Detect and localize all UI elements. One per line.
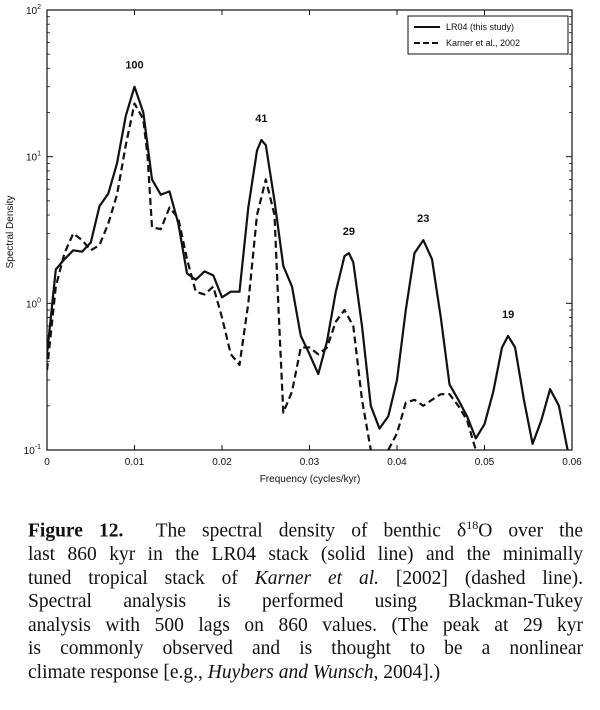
series-line-lr04 <box>47 87 568 450</box>
peak-annotations <box>125 60 514 321</box>
caption-line-4: Spectral analysis is performed using Blackman-Tukey <box>28 591 583 612</box>
legend-label-karner: Karner et al., 2002 <box>446 38 521 48</box>
caption-line-5: analysis with 500 lags on 860 values. (The peak at 29 kyr <box>28 614 583 636</box>
y-tick-label: $10^{-1}$ <box>23 444 41 457</box>
legend-label-lr04: LR04 (this study) <box>446 22 515 32</box>
caption-line-1: Figure 12. The spectral density of benthic $\delta^{18}O$ over the <box>28 518 584 542</box>
x-tick-label: 0.02 <box>212 457 232 468</box>
x-tick-label: 0.04 <box>387 457 407 468</box>
caption-line-2: last 860 kyr in the LR04 stack (solid line) and the minimally <box>28 544 583 565</box>
y-tick-label: $10^0$ <box>25 297 41 311</box>
x-axis-label: Frequency (cycles/kyr) <box>259 474 361 485</box>
x-tick-label: 0 <box>44 457 50 468</box>
peak-label: 29 <box>342 226 355 239</box>
y-tick-label: $10^1$ <box>25 150 41 164</box>
legend <box>408 16 568 54</box>
peak-label: 100 <box>125 59 144 72</box>
x-tick-label: 0.06 <box>562 457 582 468</box>
y-tick-label: $10^2$ <box>25 4 41 17</box>
peak-label: 23 <box>417 213 430 226</box>
plot-frame <box>47 10 572 450</box>
caption-line-7: climate response [e.g., Huybers and Wunsch, 2004].) <box>28 661 441 683</box>
caption-figure-label: Figure 12. <box>28 520 124 542</box>
figure-caption <box>28 514 583 684</box>
caption-line-6: is commonly observed and is thought to be a nonlinear <box>28 638 583 659</box>
caption-line-3: tuned tropical stack of Karner et al. [2002] (dashed line). <box>28 567 583 589</box>
y-axis-label: Spectral Density <box>5 195 16 269</box>
series-line-karner <box>388 394 476 450</box>
peak-label: 41 <box>255 112 268 125</box>
x-tick-label: 0.03 <box>299 457 320 468</box>
peak-label: 19 <box>502 308 515 321</box>
ticks-layer <box>24 4 583 468</box>
series-line-karner <box>47 104 371 450</box>
series-layer <box>47 87 568 450</box>
x-tick-label: 0.01 <box>124 457 145 468</box>
x-tick-label: 0.05 <box>474 457 495 468</box>
